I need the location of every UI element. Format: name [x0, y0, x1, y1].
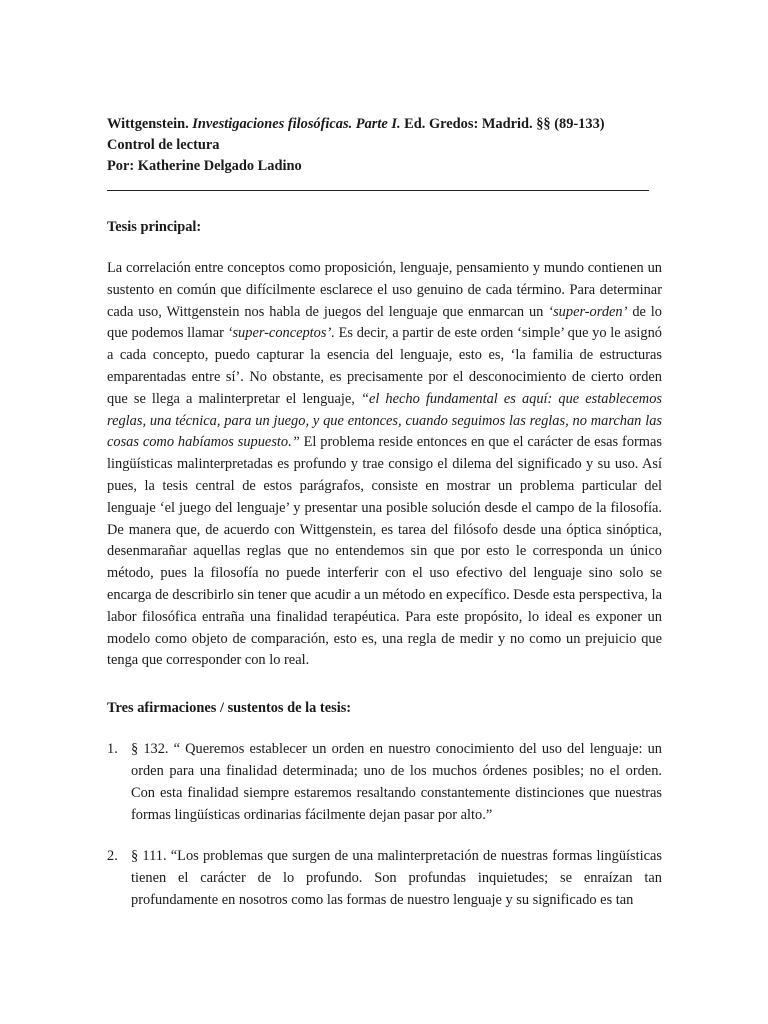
- thesis-text-4: El problema reside entonces en que el carácter de esas formas lingüísticas malinterpretadas es profundo y trae consigo el dilema del significado y su uso. Así pues, la tesis central de estos parágrafos, consiste en mostrar un problema particular del lenguaje ‘el juego del lenguaje’ y presentar una posible solución desde el campo de la filosofía. De manera que, de acuerdo con Wittgenstein, es tarea del filósofo desde una óptica sinóptica, desenmarañar aquellas reglas que no entendemos sin que por esto le corresponda un único método, pues la filosofía no puede interferir con el uso efectivo del lenguaje sino solo se encarga de describirlo sin tener que acudir a un método en expecífico. Desde esta perspectiva, la labor filosófica entraña una finalidad terapéutica. Para este propósito, lo ideal es exponer un modelo como objeto de comparación, esto es, una regla de medir y no como un prejuicio que tenga que corresponder con lo real.: [107, 434, 662, 669]
- thesis-text-3: Es decir, a partir de este orden ‘simple’ que yo le asignó a cada concepto, puedo capturar la esencia del lenguaje, esto es, ‘la familia de estructuras emparentadas entre sí’. No obstante, es precisamente por el desconocimiento de cierto orden que se llega a malinterpretar el lenguaje,: [107, 325, 662, 407]
- citation-line: [107, 114, 662, 135]
- list-item: [107, 846, 662, 911]
- publication-info: Ed. Gredos: Madrid. §§ (89-133): [404, 116, 605, 132]
- thesis-quote-3: “el hecho fundamental es aquí: que establecemos reglas, una técnica, para un juego, y que entonces, cuando seguimos las reglas, no marchan las cosas como habíamos supuesto.”: [107, 390, 662, 451]
- list-item: [107, 739, 662, 826]
- thesis-quote-2: ‘super-conceptos’.: [227, 325, 335, 342]
- thesis-heading: Tesis principal:: [107, 219, 202, 235]
- thesis-quote-1: ‘super-orden’: [548, 303, 628, 320]
- document-subtitle: Control de lectura: [107, 137, 220, 153]
- support-list: [107, 739, 662, 912]
- list-item-number: 2.: [107, 848, 118, 865]
- thesis-paragraph: [107, 258, 662, 672]
- byline: Por: Katherine Delgado Ladino: [107, 158, 302, 174]
- list-item-number: 1.: [107, 741, 118, 758]
- thesis-text-1: La correlación entre conceptos como proposición, lenguaje, pensamiento y mundo contienen un sustento en común que difícilmente esclarece el uso genuino de cada término. Para determinar cada uso, Wittgenstein nos habla de juegos del lenguaje que enmarcan un: [107, 260, 662, 320]
- list-item-text: § 132. “ Queremos establecer un orden en nuestro conocimiento del uso del lenguaje: un orden para una finalidad determinada; uno de los muchos órdenes posibles; no el orden. Con esta finalidad siempre estaremos resaltando constantemente distinciones que nuestras formas lingüísticas ordinarias fácilmente dejan pasar por alto.”: [131, 741, 662, 823]
- work-title: Investigaciones filosóficas. Parte I.: [192, 116, 401, 132]
- separator-rule: [107, 190, 649, 191]
- author-name: Wittgenstein.: [107, 116, 189, 132]
- document-content: [107, 114, 662, 932]
- thesis-text-2: de lo que podemos llamar: [107, 303, 662, 342]
- support-heading: Tres afirmaciones / sustentos de la tesis:: [107, 700, 352, 717]
- list-item-text: § 111. “Los problemas que surgen de una malinterpretación de nuestras formas lingüísticas tienen el carácter de lo profundo. Son profundas inquietudes; se enraízan tan profundamente en nosotros como las formas de nuestro lenguaje y su significado es tan: [131, 848, 662, 908]
